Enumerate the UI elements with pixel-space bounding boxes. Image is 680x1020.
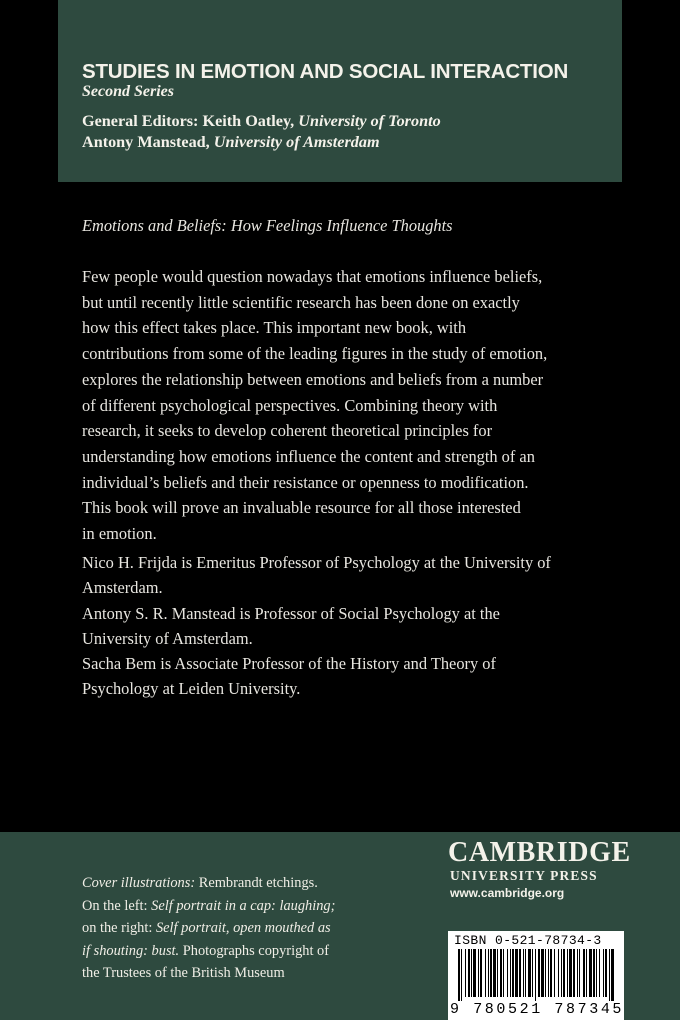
blurb-line: individual’s beliefs and their resistance or openness to modification. (82, 472, 529, 492)
bio-line: Antony S. R. Manstead is Professor of Social Psychology at the (82, 603, 500, 623)
bio-line: Psychology at Leiden University. (82, 679, 301, 699)
bio-line: Nico H. Frijda is Emeritus Professor of Psychology at the University of (82, 553, 551, 572)
blurb-line: explores the relationship between emotions and beliefs from a number (82, 369, 544, 389)
credit-line: the Trustees of the British Museum (82, 965, 285, 982)
publisher-name: CAMBRIDGE (448, 837, 631, 868)
credit-line (82, 895, 335, 918)
publisher-logo (448, 837, 631, 902)
blurb-line: This book will prove an invaluable resource for all those interested (82, 498, 521, 518)
bio-line: Sacha Bem is Associate Professor of the History and Theory of (82, 654, 496, 674)
credit-text: Rembrandt etchings. (195, 875, 318, 891)
book-title: Emotions and Beliefs: How Feelings Influence Thoughts (82, 216, 453, 235)
general-editors (82, 111, 441, 153)
blurb-line: in emotion. (82, 524, 157, 544)
isbn-number: ISBN 0-521-78734-3 (454, 933, 602, 948)
publisher-subtitle: UNIVERSITY PRESS (450, 868, 598, 883)
blurb-line: research, it seeks to develop coherent theoretical principles for (82, 421, 493, 441)
credit-work-title: if shouting: bust. (82, 942, 180, 959)
credit-text: On the left: (82, 897, 152, 914)
bio-line: Amsterdam. (82, 578, 163, 598)
blurb-line: Few people would question nowadays that emotions influence beliefs, (82, 267, 543, 286)
editor-line-2 (82, 132, 441, 153)
editors-label: General Editors: Keith Oatley, (82, 112, 299, 130)
cover-credits (82, 872, 335, 985)
barcode-bars (458, 949, 614, 1001)
credit-line (82, 872, 335, 895)
book-blurb (82, 264, 602, 547)
blurb-line: understanding how emotions influence the content and strength of an (82, 446, 535, 466)
blurb-line: but until recently little scientific research has been done on exactly (82, 292, 520, 312)
credit-text: Photographs copyright of (179, 942, 330, 959)
credit-line (82, 917, 335, 940)
credit-line (82, 940, 335, 963)
series-banner (58, 0, 622, 182)
barcode (448, 931, 624, 1020)
blurb-line: of different psychological perspectives. Combining theory with (82, 395, 498, 415)
series-subtitle: Second Series (82, 83, 174, 100)
editor1-affiliation: University of Toronto (298, 112, 441, 130)
bio-line: University of Amsterdam. (82, 628, 253, 648)
credit-work-title: Self portrait, open mouthed as (155, 920, 331, 937)
editor2-affiliation: University of Amsterdam (213, 133, 380, 151)
editor2-name: Antony Manstead, (82, 133, 214, 151)
blurb-line: contributions from some of the leading figures in the study of emotion, (82, 344, 548, 364)
ean-number: 9 780521 787345 (450, 1001, 625, 1018)
series-title: STUDIES IN EMOTION AND SOCIAL INTERACTION (82, 60, 569, 83)
credit-work-title: Self portrait in a cap: laughing; (151, 897, 336, 914)
footer-band (0, 832, 680, 1020)
author-bios (82, 550, 602, 702)
credit-text: on the right: (82, 920, 156, 937)
blurb-line: how this effect takes place. This important new book, with (82, 318, 467, 338)
credit-label: Cover illustrations: (82, 875, 196, 891)
publisher-url: www.cambridge.org (450, 886, 565, 900)
editor-line-1 (82, 111, 441, 132)
